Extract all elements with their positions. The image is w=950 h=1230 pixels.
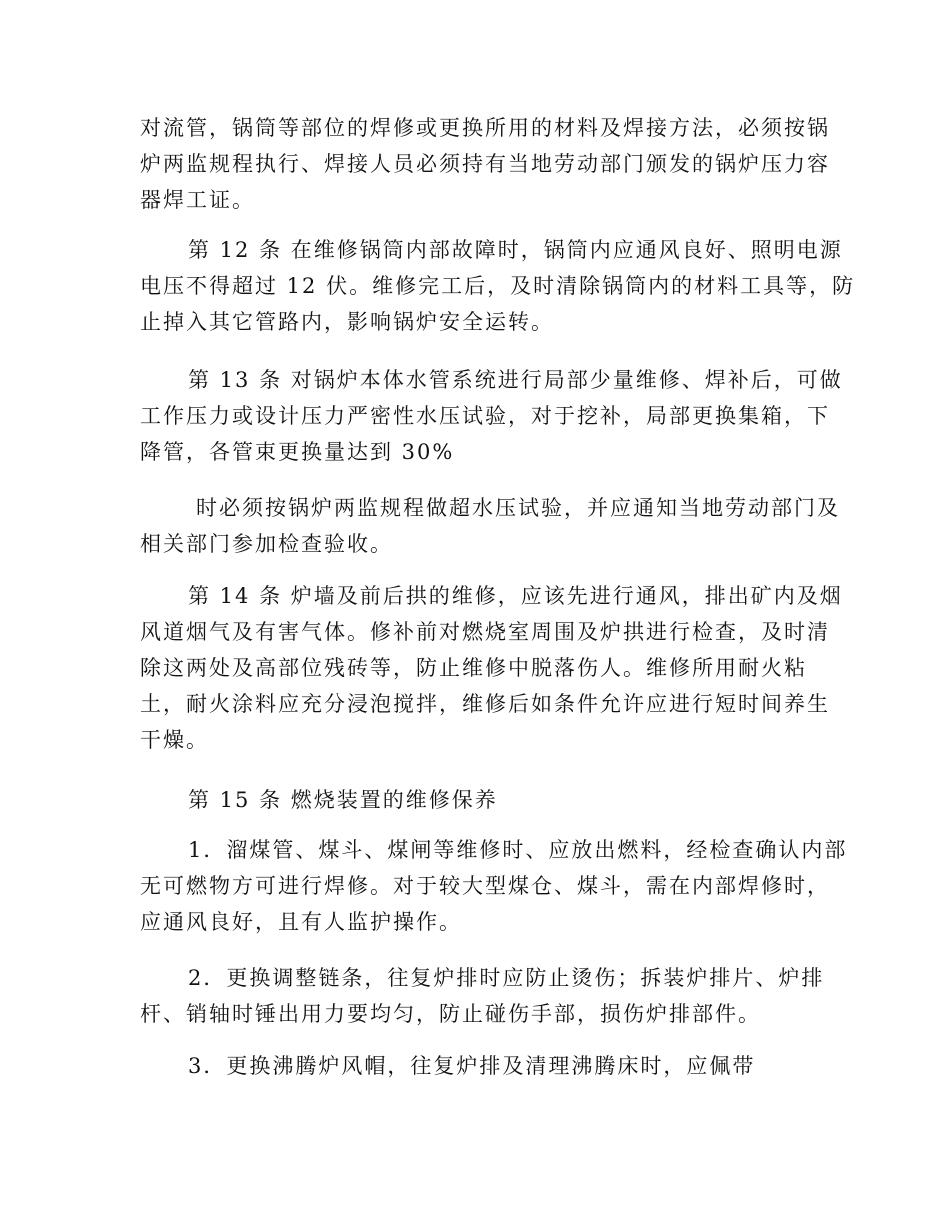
text-line: 炉两监规程执行、焊接人员必须持有当地劳动部门颁发的锅炉压力容 (140, 152, 830, 176)
text-line: 应通风良好，且有人监护操作。 (140, 910, 462, 934)
text-line: 止掉入其它管路内，影响锅炉安全运转。 (140, 310, 554, 334)
text-line: 土，耐火涂料应充分浸泡搅拌，维修后如条件允许应进行短时间养生 (140, 692, 830, 716)
paragraph-article-12 (140, 232, 856, 340)
text-line: 杆、销轴时锤出用力要均匀，防止碰伤手部，损伤炉排部件。 (140, 1002, 761, 1026)
text-line: 第 13 条 对锅炉本体水管系统进行局部少量维修、焊补后，可做 (188, 368, 843, 392)
paragraph-1 (140, 110, 830, 218)
text-line: 风道烟气及有害气体。修补前对燃烧室周围及炉拱进行检查，及时清 (140, 620, 830, 644)
text-line: 1．溜煤管、煤斗、煤闸等维修时、应放出燃料，经检查确认内部 (188, 838, 848, 862)
paragraph-item-1 (140, 832, 848, 940)
paragraph-article-15 (140, 782, 820, 818)
text-line: 无可燃物方可进行焊修。对于较大型煤仓、煤斗，需在内部焊修时， (140, 874, 830, 898)
text-line: 干燥。 (140, 728, 209, 752)
paragraph-continuation (140, 490, 840, 562)
text-line: 2．更换调整链条，往复炉排时应防止烫伤；拆装炉排片、炉排 (188, 966, 825, 990)
paragraph-article-13 (140, 362, 843, 470)
text-line: 电压不得超过 12 伏。维修完工后，及时清除锅筒内的材料工具等，防 (140, 274, 856, 298)
text-line: 第 15 条 燃烧装置的维修保养 (188, 788, 498, 812)
text-line: 3．更换沸腾炉风帽，往复炉排及清理沸腾床时，应佩带 (188, 1054, 756, 1078)
paragraph-article-14 (140, 578, 843, 758)
text-line: 对流管，锅筒等部位的焊修或更换所用的材料及焊接方法，必须按锅 (140, 116, 830, 140)
paragraph-item-3 (140, 1048, 820, 1084)
text-line: 降管，各管束更换量达到 30% (140, 440, 455, 464)
text-line: 相关部门参加检查验收。 (140, 532, 393, 556)
text-line: 工作压力或设计压力严密性水压试验，对于挖补，局部更换集箱，下 (140, 404, 830, 428)
text-line: 时必须按锅炉两监规程做超水压试验，并应通知当地劳动部门及 (196, 496, 840, 520)
text-line: 器焊工证。 (140, 188, 255, 212)
text-line: 除这两处及高部位残砖等，防止维修中脱落伤人。维修所用耐火粘 (140, 656, 807, 680)
text-line: 第 14 条 炉墙及前后拱的维修，应该先进行通风，排出矿内及烟 (188, 584, 843, 608)
paragraph-item-2 (140, 960, 825, 1032)
text-line: 第 12 条 在维修锅筒内部故障时，锅筒内应通风良好、照明电源 (188, 238, 843, 262)
